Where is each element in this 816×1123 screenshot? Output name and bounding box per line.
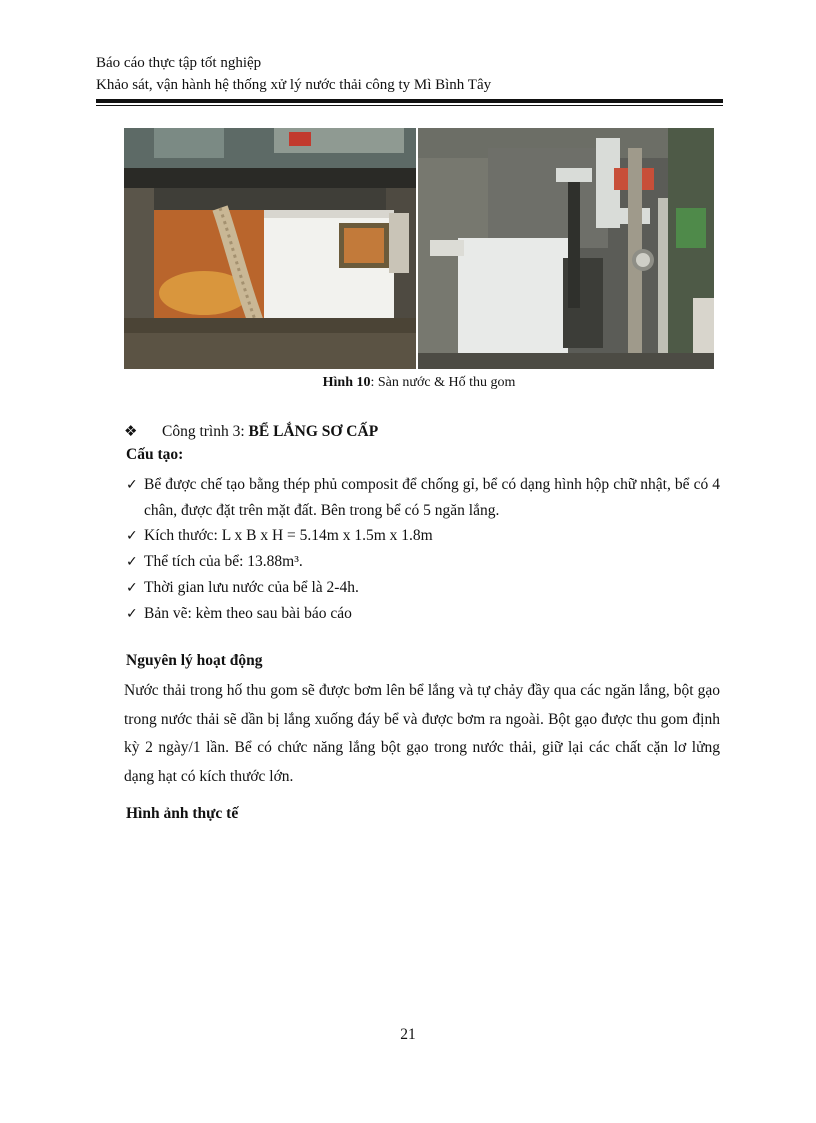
- page-number: 21: [400, 1026, 416, 1043]
- list-item: [126, 549, 720, 575]
- principle-paragraph: Nước thải trong hố thu gom sẽ được bơm lên bể lắng và tự chảy đầy qua các ngăn lắng, bột gạo trong nước thải sẽ dần bị lắng xuống đáy bể và được bơm ra ngoài. Bột gạo được thu gom định kỳ 2 ngày/1 lần. Bể có chức năng lắng bột gạo trong nước thải, giữ lại các chất cặn lơ lửng dạng hạt có kích thước lớn.: [124, 682, 720, 785]
- check-icon: ✓: [126, 528, 138, 544]
- check-icon: ✓: [126, 606, 138, 622]
- header-line-2: Khảo sát, vận hành hệ thống xử lý nước thải công ty Mì Bình Tây: [96, 77, 492, 93]
- list-item: [126, 523, 720, 549]
- check-icon: ✓: [126, 554, 138, 570]
- section-prefix: Công trình 3:: [162, 423, 249, 440]
- structure-list: [126, 472, 720, 627]
- photos-heading: Hình ảnh thực tế: [126, 805, 239, 822]
- header-rule-thick: [96, 99, 723, 103]
- running-header: [96, 52, 723, 96]
- list-item-text: Bản vẽ: kèm theo sau bài báo cáo: [144, 605, 352, 622]
- section-name: BỂ LẮNG SƠ CẤP: [248, 423, 379, 440]
- diamond-bullet-icon: ❖: [124, 422, 138, 440]
- figure-caption: [124, 375, 714, 391]
- list-item-text: Thời gian lưu nước của bể là 2-4h.: [144, 579, 359, 596]
- photo-floor-drain: [124, 128, 416, 369]
- list-item: [126, 601, 720, 627]
- list-item-text: Thể tích của bể: 13.88m³.: [144, 553, 303, 570]
- list-item-text: Bể được chế tạo bằng thép phủ composit để chống gỉ, bể có dạng hình hộp chữ nhật, bể có 4 chân, được đặt trên mặt đất. Bên trong bể có 5 ngăn lắng.: [144, 476, 720, 519]
- photo-collection-pit-image: [418, 128, 714, 369]
- check-icon: ✓: [126, 477, 138, 493]
- principle-heading: Nguyên lý hoạt động: [126, 652, 263, 669]
- figure-label: Hình 10: [322, 375, 371, 390]
- photo-collection-pit: [418, 128, 714, 369]
- list-item-text: Kích thước: L x B x H = 5.14m x 1.5m x 1.8m: [144, 527, 433, 544]
- list-item: [126, 472, 720, 523]
- structure-heading: Cấu tạo:: [126, 446, 184, 463]
- photo-floor-drain-image: [124, 128, 416, 369]
- list-item: [126, 575, 720, 601]
- section-title: [124, 422, 378, 441]
- header-rule-thin: [96, 105, 723, 106]
- header-line-1: Báo cáo thực tập tốt nghiệp: [96, 55, 262, 71]
- figure-text: : Sàn nước & Hố thu gom: [370, 375, 516, 390]
- check-icon: ✓: [126, 580, 138, 596]
